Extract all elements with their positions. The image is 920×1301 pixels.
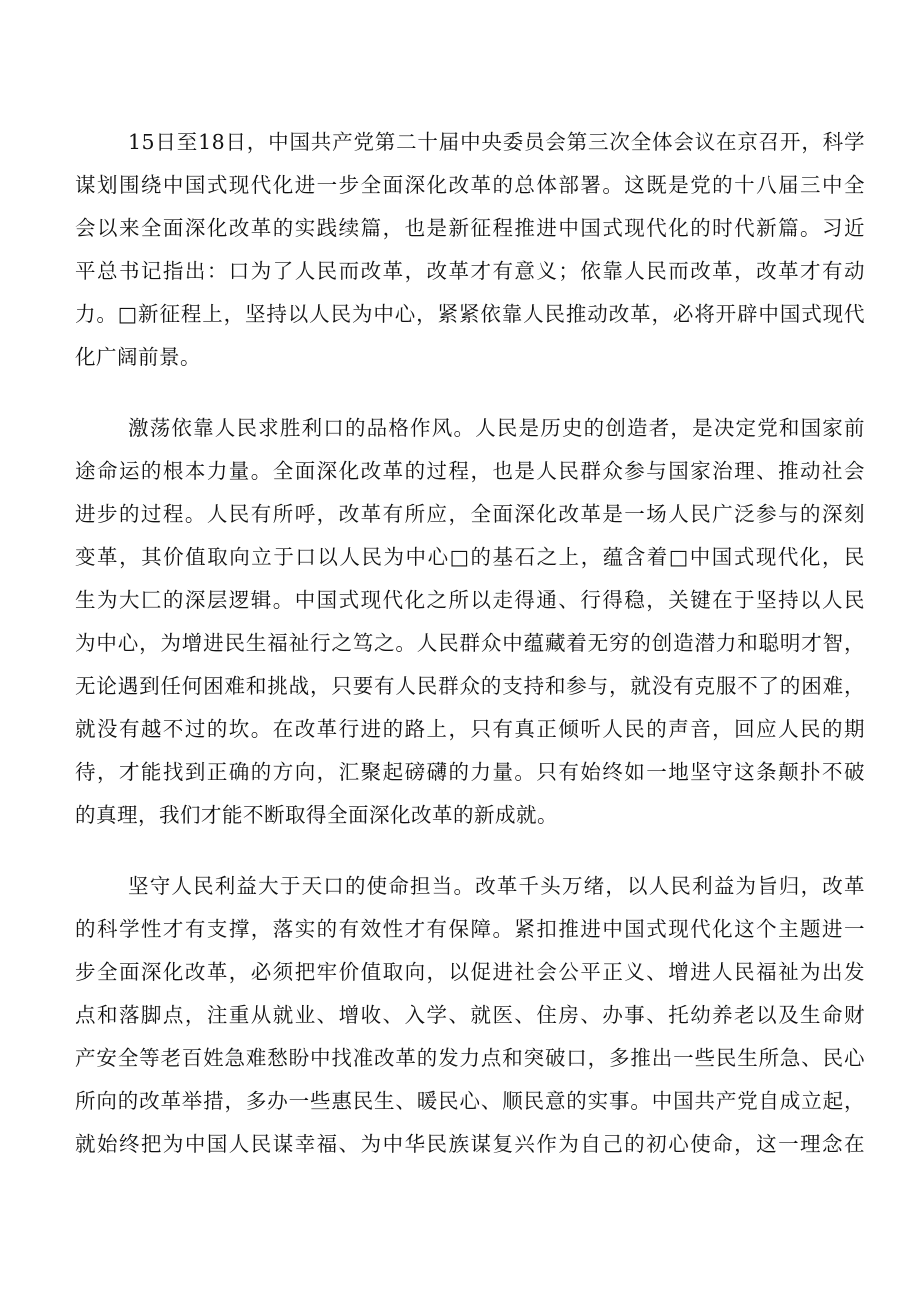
text-line: 步全面深化改革，必须把牢价值取向，以促进社会公平正义、增进人民福祉为出发 bbox=[75, 960, 865, 984]
text-line: 力。□新征程上，坚持以人民为中心，紧紧依靠人民推动改革，必将开辟中国式现代 bbox=[75, 302, 865, 326]
text-line: 会以来全面深化改革的实践续篇，也是新征程推进中国式现代化的时代新篇。习近 bbox=[75, 216, 865, 240]
text-line: 就始终把为中国人民谋幸福、为中华民族谋复兴作为自己的初心使命，这一理念在 bbox=[75, 1132, 865, 1156]
text-line: 产安全等老百姓急难愁盼中找准改革的发力点和突破口，多推出一些民生所急、民心 bbox=[75, 1046, 865, 1070]
text-line: 的真理，我们才能不断取得全面深化改革的新成就。 bbox=[75, 803, 558, 827]
text-line: 无论遇到任何困难和挑战，只要有人民群众的支持和参与，就没有克服不了的困难， bbox=[75, 674, 865, 698]
text-line: 就没有越不过的坎。在改革行进的路上，只有真正倾听人民的声音，回应人民的期 bbox=[75, 717, 865, 741]
text-line: 待，才能找到正确的方向，汇聚起磅礴的力量。只有始终如一地坚守这条颠扑不破 bbox=[75, 760, 865, 784]
text-line: 变革，其价值取向立于口以人民为中心□的基石之上，蕴含着□中国式现代化，民 bbox=[75, 545, 865, 569]
text-line: 途命运的根本力量。全面深化改革的过程，也是人民群众参与国家治理、推动社会 bbox=[75, 459, 865, 483]
text-line: 坚守人民利益大于天口的使命担当。改革千头万绪，以人民利益为旨归，改革 bbox=[128, 874, 865, 898]
text-line: 为中心，为增进民生福祉行之笃之。人民群众中蕴藏着无穷的创造潜力和聪明才智， bbox=[75, 631, 865, 655]
text-line: 的科学性才有支撑，落实的有效性才有保障。紧扣推进中国式现代化这个主题进一 bbox=[75, 917, 865, 941]
text-line: 所向的改革举措，多办一些惠民生、暖民心、顺民意的实事。中国共产党自成立起， bbox=[75, 1089, 865, 1113]
text-line: 15日至18日，中国共产党第二十届中央委员会第三次全体会议在京召开，科学 bbox=[128, 130, 865, 154]
text-line: 进步的过程。人民有所呼，改革有所应，全面深化改革是一场人民广泛参与的深刻 bbox=[75, 502, 865, 526]
text-line: 化广阔前景。 bbox=[75, 345, 201, 369]
text-line: 平总书记指出：口为了人民而改革，改革才有意义；依靠人民而改革，改革才有动 bbox=[75, 259, 865, 283]
text-line: 点和落脚点，注重从就业、增收、入学、就医、住房、办事、托幼养老以及生命财 bbox=[75, 1003, 865, 1027]
text-line: 谋划围绕中国式现代化进一步全面深化改革的总体部署。这既是党的十八届三中全 bbox=[75, 173, 865, 197]
text-line: 生为大匚的深层逻辑。中国式现代化之所以走得通、行得稳，关键在于坚持以人民 bbox=[75, 588, 865, 612]
text-line: 激荡依靠人民求胜利口的品格作风。人民是历史的创造者，是决定党和国家前 bbox=[128, 416, 865, 440]
